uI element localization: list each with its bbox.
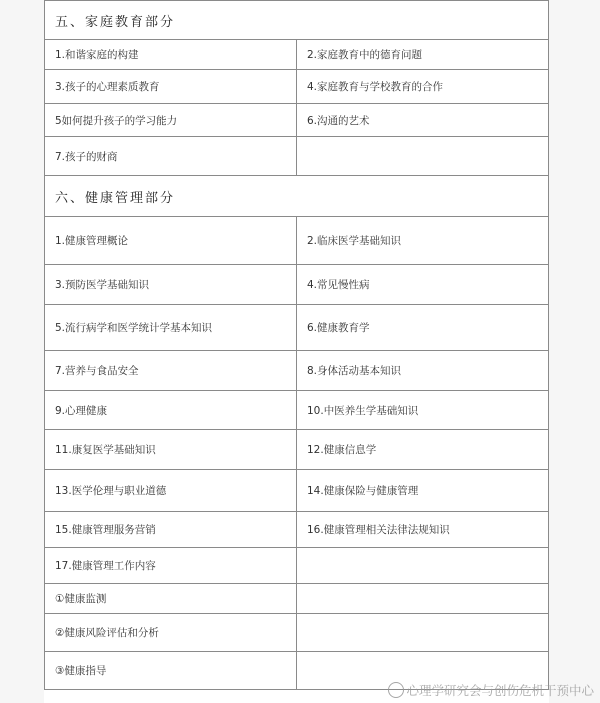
watermark-text: 心理学研究会与创伤危机干预中心 (406, 683, 594, 698)
table-cell: 4.家庭教育与学校教育的合作 (297, 70, 549, 104)
table-cell: 13.医学伦理与职业道德 (45, 470, 297, 512)
table-cell: 3.预防医学基础知识 (45, 265, 297, 305)
table-cell: 16.健康管理相关法律法规知识 (297, 512, 549, 548)
table-cell: 5如何提升孩子的学习能力 (45, 104, 297, 137)
table-row (45, 351, 549, 391)
table-cell (297, 137, 549, 176)
table-cell (297, 584, 549, 614)
weibo-logo-icon (388, 682, 404, 698)
table-cell: 14.健康保险与健康管理 (297, 470, 549, 512)
table-row (45, 104, 549, 137)
table-cell: 7.孩子的财商 (45, 137, 297, 176)
table-row (45, 584, 549, 614)
table-cell: 2.家庭教育中的德育问题 (297, 40, 549, 70)
table-cell: 1.健康管理概论 (45, 217, 297, 265)
table-row (45, 512, 549, 548)
table-cell: 1.和谐家庭的构建 (45, 40, 297, 70)
table-cell: 9.心理健康 (45, 391, 297, 430)
table-cell: 12.健康信息学 (297, 430, 549, 470)
table-cell: ①健康监测 (45, 584, 297, 614)
table-cell: 5.流行病学和医学统计学基本知识 (45, 305, 297, 351)
table-cell: 3.孩子的心理素质教育 (45, 70, 297, 104)
table-row (45, 137, 549, 176)
table-row (45, 70, 549, 104)
table-cell: 6.健康教育学 (297, 305, 549, 351)
table-cell: 6.沟通的艺术 (297, 104, 549, 137)
section-title: 六、健康管理部分 (45, 176, 549, 217)
watermark (388, 681, 594, 699)
table-cell: 4.常见慢性病 (297, 265, 549, 305)
table-cell: 11.康复医学基础知识 (45, 430, 297, 470)
table-cell (297, 548, 549, 584)
table-row (45, 265, 549, 305)
document-sheet (44, 0, 549, 703)
table-row (45, 548, 549, 584)
table-cell: 10.中医养生学基础知识 (297, 391, 549, 430)
table-cell: ②健康风险评估和分析 (45, 614, 297, 652)
section-header-row (45, 176, 549, 217)
table-cell: ③健康指导 (45, 652, 297, 690)
table-cell: 8.身体活动基本知识 (297, 351, 549, 391)
section-header-row (45, 1, 549, 40)
table-cell: 7.营养与食品安全 (45, 351, 297, 391)
table-row (45, 430, 549, 470)
course-table (44, 0, 549, 690)
table-row (45, 391, 549, 430)
table-row (45, 614, 549, 652)
table-row (45, 40, 549, 70)
table-row (45, 305, 549, 351)
table-cell: 17.健康管理工作内容 (45, 548, 297, 584)
table-row (45, 470, 549, 512)
section-title: 五、家庭教育部分 (45, 1, 549, 40)
table-row (45, 217, 549, 265)
table-cell (297, 614, 549, 652)
table-cell: 15.健康管理服务营销 (45, 512, 297, 548)
table-cell: 2.临床医学基础知识 (297, 217, 549, 265)
